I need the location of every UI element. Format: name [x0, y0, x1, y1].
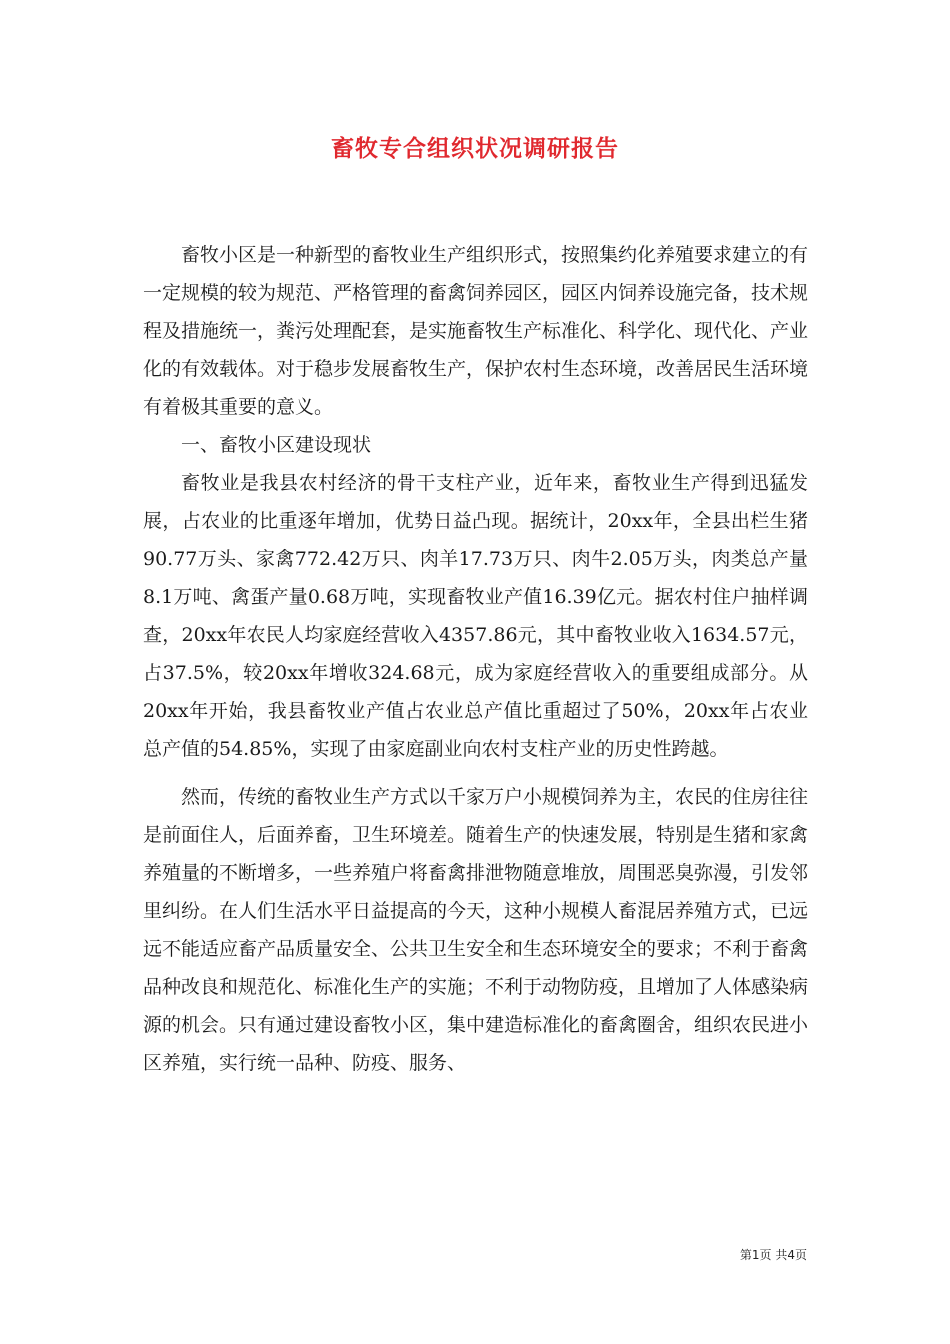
paragraph-status: 畜牧业是我县农村经济的骨干支柱产业，近年来，畜牧业生产得到迅猛发展，占农业的比重逐年增加，优势日益凸现。据统计，20xx年，全县出栏生猪90.77万头、家禽772.42万只、肉羊17.73万只、肉牛2.05万头，肉类总产量8.1万吨、禽蛋产量0.68万吨，实现畜牧业产值16.39亿元。据农村住户抽样调查，20xx年农民人均家庭经营收入4357.86元，其中畜牧业收入1634.57元，占37.5%，较20xx年增收324.68元，成为家庭经营收入的重要组成部分。从20xx年开始，我县畜牧业产值占农业总产值比重超过了50%，20xx年占农业总产值的54.85%，实现了由家庭副业向农村支柱产业的历史性跨越。: [143, 472, 808, 760]
document-title: 畜牧专合组织状况调研报告: [331, 135, 619, 162]
document-body: [143, 236, 808, 1082]
section-heading: 一、畜牧小区建设现状: [181, 434, 372, 456]
paragraph-problems: 然而，传统的畜牧业生产方式以千家万户小规模饲养为主，农民的住房往往是前面住人，后面养畜，卫生环境差。随着生产的快速发展，特别是生猪和家禽养殖量的不断增多，一些养殖户将畜禽排泄物随意堆放，周围恶臭弥漫，引发邻里纠纷。在人们生活水平日益提高的今天，这种小规模人畜混居养殖方式，已远远不能适应畜产品质量安全、公共卫生安全和生态环境安全的要求；不利于畜禽品种改良和规范化、标准化生产的实施；不利于动物防疫，且增加了人体感染病源的机会。只有通过建设畜牧小区，集中建造标准化的畜禽圈舍，组织农民进小区养殖，实行统一品种、防疫、服务、: [143, 786, 809, 1074]
page-number: 第1页 共4页: [739, 1248, 807, 1262]
paragraph-intro: 畜牧小区是一种新型的畜牧业生产组织形式，按照集约化养殖要求建立的有一定规模的较为规范、严格管理的畜禽饲养园区，园区内饲养设施完备，技术规程及措施统一，粪污处理配套，是实施畜牧生产标准化、科学化、现代化、产业化的有效载体。对于稳步发展畜牧生产，保护农村生态环境，改善居民生活环境有着极其重要的意义。: [143, 244, 809, 418]
